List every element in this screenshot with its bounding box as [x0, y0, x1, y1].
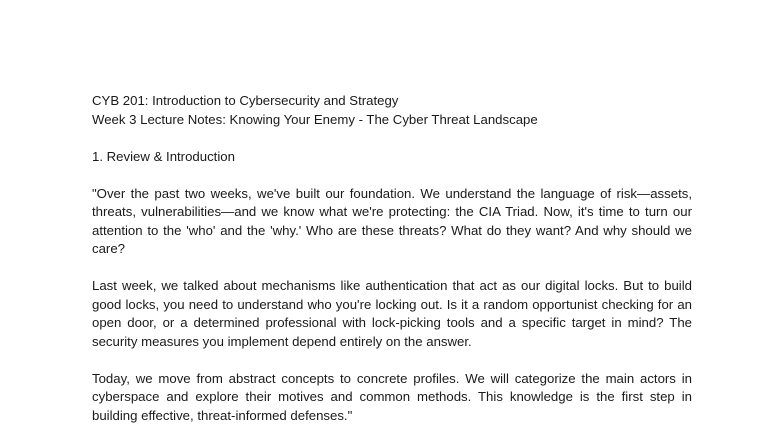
paragraph-locks: Last week, we talked about mechanisms like authentication that act as our digital locks. But to build good locks, you need to understand who you're locking out. Is it a random opportunist checking for an open door, or a determined professional with lock-picking tools and a specific target in mind? The security measures you implement depend entirely on the answer. — [92, 278, 692, 349]
document-body — [92, 92, 692, 425]
spacer — [92, 129, 692, 148]
spacer — [92, 166, 692, 185]
section-heading: 1. Review & Introduction — [92, 148, 235, 164]
course-title: CYB 201: Introduction to Cybersecurity and Strategy — [92, 93, 399, 108]
lecture-title: Week 3 Lecture Notes: Knowing Your Enemy - The Cyber Threat Landscape — [92, 111, 538, 127]
paragraph-review: "Over the past two weeks, we've built our foundation. We understand the language of risk—assets, threats, vulnerabilities—and we know what we're protecting: the CIA Triad. Now, it's time to turn our attention to the 'who' and the 'why.' Who are these threats? What do they want? And why should we care? — [92, 185, 692, 256]
spacer — [92, 259, 692, 278]
spacer — [92, 351, 692, 370]
paragraph-today: Today, we move from abstract concepts to concrete profiles. We will categorize the main actors in cyberspace and explore their motives and common methods. This knowledge is the first step in building effective, threat-informed defenses." — [92, 370, 692, 423]
